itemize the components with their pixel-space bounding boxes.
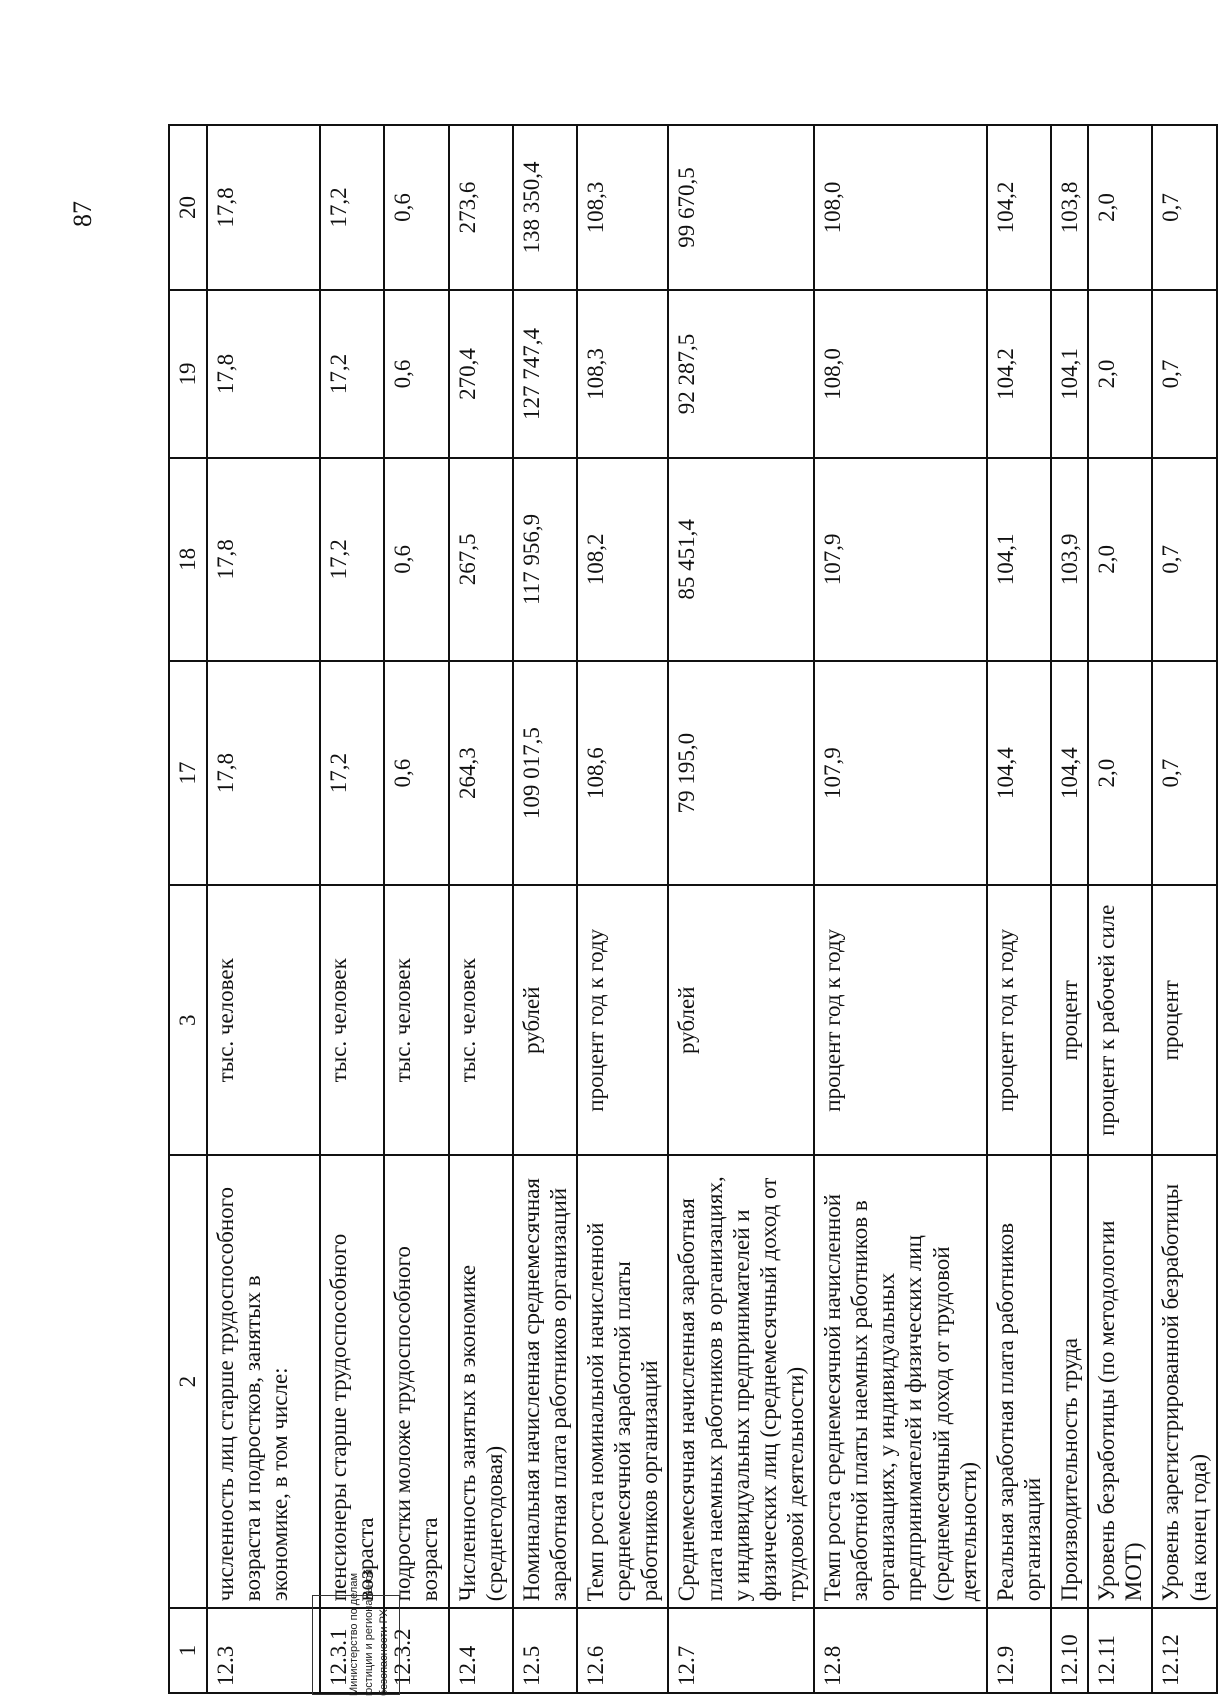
value-18: 107,9 xyxy=(814,458,987,660)
unit: процент xyxy=(1152,885,1216,1155)
header-row xyxy=(169,125,207,1693)
ministry-stamp xyxy=(312,1569,400,1696)
value-20: 17,8 xyxy=(207,125,320,290)
table-row xyxy=(577,125,668,1693)
col-header-17: 17 xyxy=(169,661,207,886)
indicator-name: Производительность труда xyxy=(1051,1155,1088,1608)
value-18: 17,2 xyxy=(320,458,384,660)
table-row xyxy=(384,125,448,1693)
value-20: 273,6 xyxy=(449,125,513,290)
value-17: 104,4 xyxy=(987,661,1051,886)
table-row xyxy=(207,125,320,1693)
col-header-1: 1 xyxy=(169,1608,207,1693)
value-19: 0,6 xyxy=(384,290,448,458)
value-18: 267,5 xyxy=(449,458,513,660)
indicator-name: Реальная заработная плата работников организаций xyxy=(987,1155,1051,1608)
page-number: 87 xyxy=(68,201,97,227)
row-number: 12.9 xyxy=(987,1608,1051,1693)
value-19: 92 287,5 xyxy=(668,290,814,458)
indicator-name: Номинальная начисленная среднемесячная заработная плата работников организаций xyxy=(513,1155,577,1608)
value-17: 108,6 xyxy=(577,661,668,886)
value-18: 2,0 xyxy=(1088,458,1152,660)
value-17: 104,4 xyxy=(1051,661,1088,886)
value-20: 108,0 xyxy=(814,125,987,290)
table-row xyxy=(320,125,384,1693)
value-20: 17,2 xyxy=(320,125,384,290)
value-17: 107,9 xyxy=(814,661,987,886)
col-header-18: 18 xyxy=(169,458,207,660)
stamp-line: Министерство по делам xyxy=(348,1572,360,1696)
rotated-page-content xyxy=(68,124,1211,1694)
value-18: 108,2 xyxy=(577,458,668,660)
value-20: 2,0 xyxy=(1088,125,1152,290)
row-number: 12.10 xyxy=(1051,1608,1088,1693)
unit: процент xyxy=(1051,885,1088,1155)
value-19: 104,1 xyxy=(1051,290,1088,458)
indicator-name: Темп роста номинальной начисленной среднемесячной заработной платы работников организаций xyxy=(577,1155,668,1608)
stamp-text xyxy=(347,1526,392,1696)
table-row xyxy=(513,125,577,1693)
table-row xyxy=(449,125,513,1693)
col-header-19: 19 xyxy=(169,290,207,458)
value-20: 104,2 xyxy=(987,125,1051,290)
value-19: 127 747,4 xyxy=(513,290,577,458)
unit: процент год к году xyxy=(814,885,987,1155)
value-20: 99 670,5 xyxy=(668,125,814,290)
value-19: 0,7 xyxy=(1152,290,1216,458)
value-17: 79 195,0 xyxy=(668,661,814,886)
value-20: 0,6 xyxy=(384,125,448,290)
value-19: 17,2 xyxy=(320,290,384,458)
table-row xyxy=(1152,125,1216,1693)
col-header-20: 20 xyxy=(169,125,207,290)
value-17: 0,7 xyxy=(1152,661,1216,886)
value-19: 108,0 xyxy=(814,290,987,458)
row-number: 12.12 xyxy=(1152,1608,1216,1693)
indicator-name: Уровень безработицы (по методологии МОТ) xyxy=(1088,1155,1152,1608)
indicator-name: Среднемесячная начисленная заработная плата наемных работников в организациях, у индивидуальных предпринимателей и физических лиц (среднемесячный доход от трудовой деятельности) xyxy=(668,1155,814,1608)
unit: процент к рабочей силе xyxy=(1088,885,1152,1155)
table-row xyxy=(814,125,987,1693)
value-17: 2,0 xyxy=(1088,661,1152,886)
row-number: 12.4 xyxy=(449,1608,513,1693)
indicator-name: численность лиц старше трудоспособного возраста и подростков, занятых в экономике, в том числе: xyxy=(207,1155,320,1608)
indicator-name: пенсионеры старше трудоспособного возраста xyxy=(320,1155,384,1608)
value-20: 138 350,4 xyxy=(513,125,577,290)
table-row xyxy=(668,125,814,1693)
unit: процент год к году xyxy=(577,885,668,1155)
value-18: 104,1 xyxy=(987,458,1051,660)
indicators-table xyxy=(168,124,1218,1694)
table-row xyxy=(987,125,1051,1693)
value-17: 0,6 xyxy=(384,661,448,886)
value-20: 103,8 xyxy=(1051,125,1088,290)
value-18: 0,7 xyxy=(1152,458,1216,660)
indicator-name: Численность занятых в экономике (среднегодовая) xyxy=(449,1155,513,1608)
value-17: 264,3 xyxy=(449,661,513,886)
value-20: 0,7 xyxy=(1152,125,1216,290)
table-row xyxy=(1088,125,1152,1693)
value-20: 108,3 xyxy=(577,125,668,290)
indicator-name: подростки моложе трудоспособного возраста xyxy=(384,1155,448,1608)
row-number: 12.11 xyxy=(1088,1608,1152,1693)
row-number: 12.6 xyxy=(577,1608,668,1693)
indicator-name: Темп роста среднемесячной начисленной заработной платы наемных работников в организациях, у индивидуальных предпринимателей и физических лиц (среднемесячный доход от трудовой деятельности) xyxy=(814,1155,987,1608)
unit: процент год к году xyxy=(987,885,1051,1155)
table-row xyxy=(1051,125,1088,1693)
unit: тыс. человек xyxy=(320,885,384,1155)
row-number: 12.3 xyxy=(207,1608,320,1693)
value-17: 17,2 xyxy=(320,661,384,886)
unit: тыс. человек xyxy=(449,885,513,1155)
row-number: 12.3.2 xyxy=(384,1608,448,1693)
stamp-line: безопасности РХ xyxy=(377,1609,390,1696)
row-number: 12.7 xyxy=(668,1608,814,1693)
unit: рублей xyxy=(668,885,814,1155)
row-number: 12.3.1 xyxy=(320,1608,384,1693)
value-19: 270,4 xyxy=(449,290,513,458)
value-19: 17,8 xyxy=(207,290,320,458)
value-17: 109 017,5 xyxy=(513,661,577,886)
value-19: 104,2 xyxy=(987,290,1051,458)
value-18: 0,6 xyxy=(384,458,448,660)
stamp-line: юстиции и региональной xyxy=(362,1569,375,1696)
value-19: 108,3 xyxy=(577,290,668,458)
indicator-name: Уровень зарегистрированной безработицы (на конец года) xyxy=(1152,1155,1216,1608)
row-number: 12.5 xyxy=(513,1608,577,1693)
unit: тыс. человек xyxy=(207,885,320,1155)
value-17: 17,8 xyxy=(207,661,320,886)
value-18: 103,9 xyxy=(1051,458,1088,660)
value-18: 117 956,9 xyxy=(513,458,577,660)
unit: рублей xyxy=(513,885,577,1155)
value-18: 17,8 xyxy=(207,458,320,660)
col-header-3: 3 xyxy=(169,885,207,1155)
value-19: 2,0 xyxy=(1088,290,1152,458)
row-number: 12.8 xyxy=(814,1608,987,1693)
value-18: 85 451,4 xyxy=(668,458,814,660)
unit: тыс. человек xyxy=(384,885,448,1155)
col-header-2: 2 xyxy=(169,1155,207,1608)
